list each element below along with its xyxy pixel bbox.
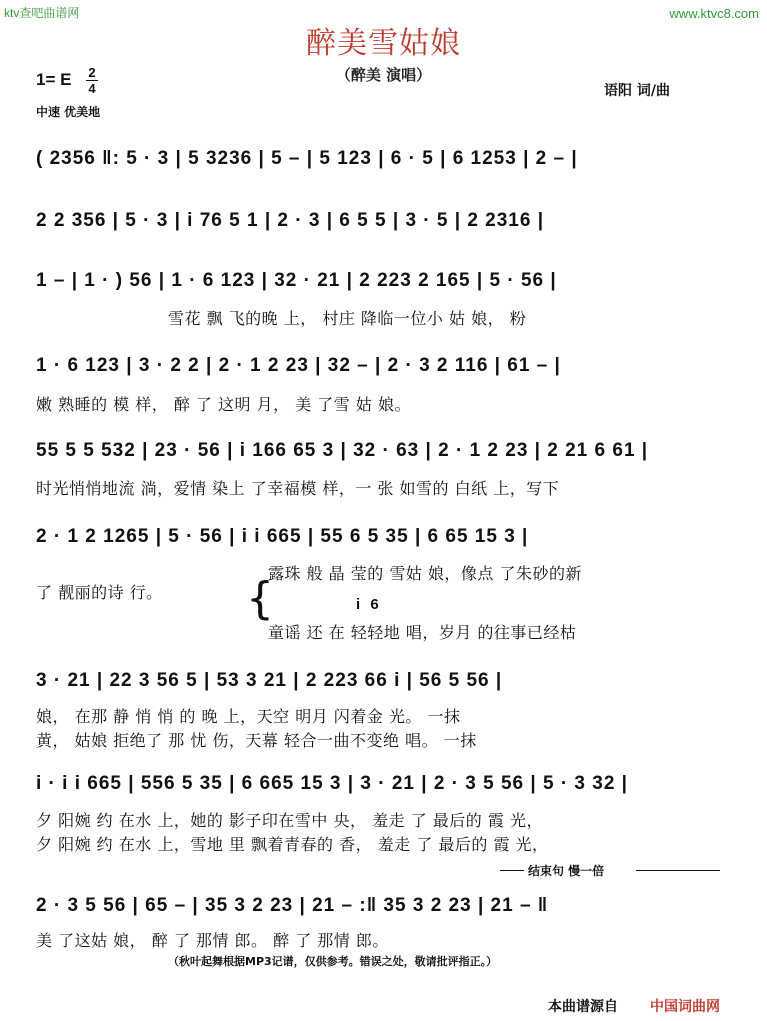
lyric-line-6: 了 靓丽的诗 行。 xyxy=(36,583,163,602)
score-line-7: 3 · 21 | 22 3 56 5 | 53 3 21 | 2 223 66 i | 56 5 56 | xyxy=(36,670,503,691)
source-site-link[interactable]: 中国词曲网 xyxy=(650,999,720,1015)
time-signature xyxy=(86,66,98,95)
ending-label: 结束句 慢一倍 xyxy=(528,864,605,878)
score-line-4: 1 · 6 123 | 3 · 2 2 | 2 · 1 2 23 | 32 – | 2 · 3 2 116 | 61 – | xyxy=(36,355,561,376)
verse-lyric-b: 童谣 还 在 轻轻地 唱，岁月 的往事已经枯 xyxy=(268,623,577,642)
key-signature: 1= E xyxy=(36,70,72,89)
score-line-9: 2 · 3 5 56 | 65 – | 35 3 2 23 | 21 – :‖ 35 3 2 23 | 21 – ‖ xyxy=(36,895,549,916)
credit: 语阳 词/曲 xyxy=(604,83,670,99)
score-line-8: i · i i 665 | 556 5 35 | 6 665 15 3 | 3 · 21 | 2 · 3 5 56 | 5 · 3 32 | xyxy=(36,773,628,794)
footnote: （秋叶起舞根据MP3记谱，仅供参考。错误之处，敬请批评指正。） xyxy=(168,955,498,968)
ending-line-left xyxy=(500,870,524,871)
lyric-line-5: 时光悄悄地流 淌，爱情 染上 了幸福模 样，一 张 如雪的 白纸 上，写下 xyxy=(36,479,560,498)
score-line-5: 55 5 5 532 | 23 · 56 | i 166 65 3 | 32 · 63 | 2 · 1 2 23 | 2 21 6 61 | xyxy=(36,440,649,461)
watermark-right: www.ktvc8.com xyxy=(669,6,759,21)
ending-line-right xyxy=(636,870,720,871)
verse-brace: { xyxy=(246,573,274,624)
source-label: 本曲谱源自 xyxy=(548,999,618,1015)
verse-lyric-d: 黄， 姑娘 拒绝了 那 忧 伤，天幕 轻合一曲不变绝 唱。 一抹 xyxy=(36,731,477,750)
alt-notes: i 6 xyxy=(356,596,382,613)
verse-lyric-e: 夕 阳婉 约 在水 上，雪地 里 飘着青春的 香， 羞走 了 最后的 霞 光， xyxy=(36,835,549,854)
score-line-3: 1 – | 1 · ) 56 | 1 · 6 123 | 32 · 21 | 2 223 2 165 | 5 · 56 | xyxy=(36,270,557,291)
score-line-1: ( 2356 ‖: 5 · 3 | 5 3236 | 5 – | 5 123 | 6 · 5 | 6 1253 | 2 – | xyxy=(36,148,578,169)
score-line-6: 2 · 1 2 1265 | 5 · 56 | i i 665 | 55 6 5 35 | 6 65 15 3 | xyxy=(36,526,529,547)
lyric-line-8: 夕 阳婉 约 在水 上，她的 影子印在雪中 央， 羞走 了 最后的 霞 光， xyxy=(36,811,543,830)
watermark-left: ktv查吧曲谱网 xyxy=(4,6,80,20)
score-line-2: 2 2 356 | 5 · 3 | i 76 5 1 | 2 · 3 | 6 5 5 | 3 · 5 | 2 2316 | xyxy=(36,210,545,231)
song-subtitle: （醉美 演唱） xyxy=(335,66,432,84)
lyric-line-3: 雪花 飘 飞的晚 上， 村庄 降临一位小 姑 娘， 粉 xyxy=(168,309,527,328)
tempo-marking: 中速 优美地 xyxy=(36,105,101,119)
time-signature-bottom: 4 xyxy=(88,81,96,96)
lyric-line-4: 嫩 熟睡的 模 样， 醉 了 这明 月， 美 了雪 姑 娘。 xyxy=(36,395,411,414)
time-signature-top: 2 xyxy=(88,65,96,80)
verse-lyric-a: 露珠 般 晶 莹的 雪姑 娘，像点 了朱砂的新 xyxy=(268,564,583,583)
lyric-line-9: 美 了这姑 娘， 醉 了 那情 郎。 醉 了 那情 郎。 xyxy=(36,931,389,950)
song-title: 醉美雪姑娘 xyxy=(306,26,461,61)
verse-lyric-c: 娘， 在那 静 悄 悄 的 晚 上，天空 明月 闪着金 光。 一抹 xyxy=(36,707,461,726)
